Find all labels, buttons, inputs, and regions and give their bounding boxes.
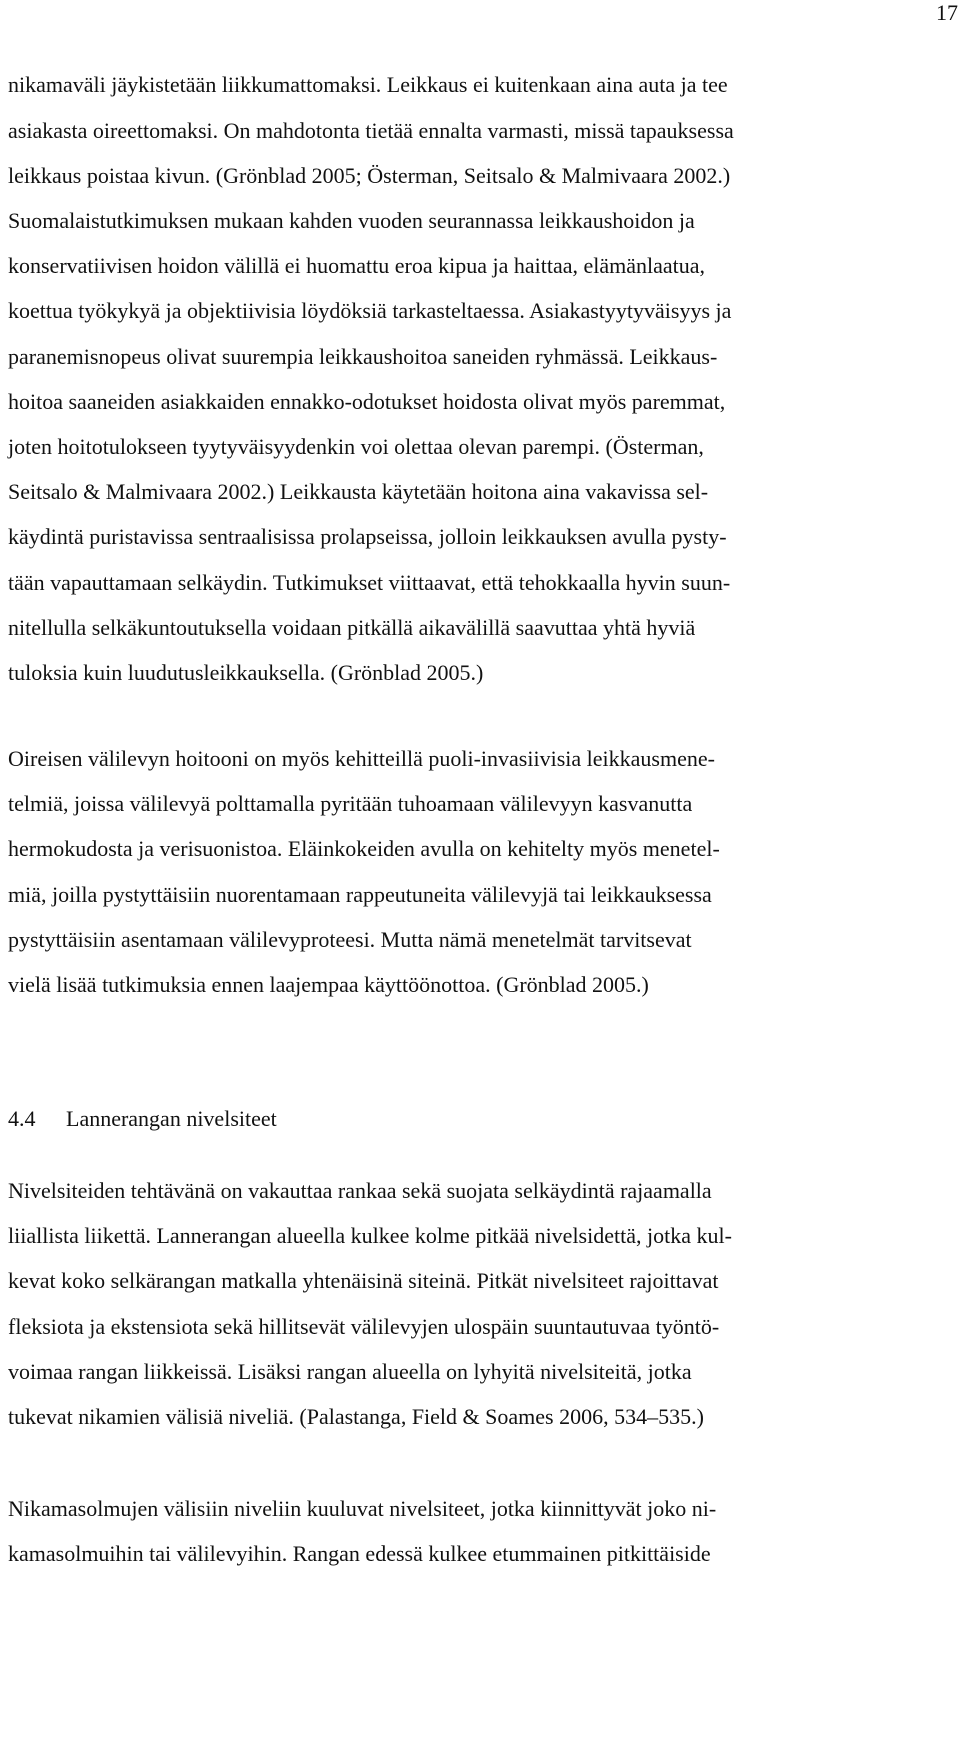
text-line: liiallista liikettä. Lannerangan alueella kulkee kolme pitkää nivelsidettä, jotka kul- xyxy=(8,1223,732,1248)
text-line: käydintä puristavissa sentraalisissa prolapseissa, jolloin leikkauksen avulla pysty- xyxy=(8,524,727,549)
section-number: 4.4 xyxy=(8,1106,36,1131)
page-number: 17 xyxy=(936,0,958,25)
text-line: nitellulla selkäkuntoutuksella voidaan pitkällä aikavälillä saavuttaa yhtä hyviä xyxy=(8,615,696,640)
text-line: leikkaus poistaa kivun. (Grönblad 2005; Österman, Seitsalo & Malmivaara 2002.) xyxy=(8,163,731,188)
text-line: fleksiota ja ekstensiota sekä hillitsevät välilevyjen ulospäin suuntautuvaa työntö- xyxy=(8,1314,720,1339)
text-line: voimaa rangan liikkeissä. Lisäksi rangan alueella on lyhyitä nivelsiteitä, jotka xyxy=(8,1359,692,1384)
text-line: koettua työkykyä ja objektiivisia löydöksiä tarkasteltaessa. Asiakastyytyväisyys ja xyxy=(8,298,732,323)
text-line: Suomalaistutkimuksen mukaan kahden vuoden seurannassa leikkaushoidon ja xyxy=(8,208,695,233)
text-line: tukevat nikamien välisiä niveliä. (Palastanga, Field & Soames 2006, 534–535.) xyxy=(8,1404,704,1429)
text-line: paranemisnopeus olivat suurempia leikkaushoitoa saneiden ryhmässä. Leikkaus- xyxy=(8,344,718,369)
text-line: telmiä, joissa välilevyä polttamalla pyritään tuhoamaan välilevyyn kasvanutta xyxy=(8,791,693,816)
text-line: Oireisen välilevyn hoitooni on myös kehitteillä puoli-invasiivisia leikkausmene- xyxy=(8,746,715,771)
text-line: kevat koko selkärangan matkalla yhtenäisinä siteinä. Pitkät nivelsiteet rajoittavat xyxy=(8,1268,719,1293)
text-line: konservatiivisen hoidon välillä ei huomattu eroa kipua ja haittaa, elämänlaatua, xyxy=(8,253,706,278)
text-line: pystyttäisiin asentamaan välilevyproteesi. Mutta nämä menetelmät tarvitsevat xyxy=(8,927,692,952)
text-line: tuloksia kuin luudutusleikkauksella. (Grönblad 2005.) xyxy=(8,660,484,685)
text-line: vielä lisää tutkimuksia ennen laajempaa käyttöönottoa. (Grönblad 2005.) xyxy=(8,972,649,997)
text-line: nikamaväli jäykistetään liikkumattomaksi. Leikkaus ei kuitenkaan aina auta ja tee xyxy=(8,72,728,97)
text-line: joten hoitotulokseen tyytyväisyydenkin voi olettaa olevan parempi. (Österman, xyxy=(8,434,704,459)
section-heading xyxy=(8,1106,277,1132)
text-line: miä, joilla pystyttäisiin nuorentamaan rappeutuneita välilevyjä tai leikkauksessa xyxy=(8,882,712,907)
text-line: hermokudosta ja verisuonistoa. Eläinkokeiden avulla on kehitelty myös menetel- xyxy=(8,836,720,861)
text-line: kamasolmuihin tai välilevyihin. Rangan edessä kulkee etummainen pitkittäiside xyxy=(8,1541,711,1566)
section-title: Lannerangan nivelsiteet xyxy=(66,1106,277,1131)
text-line: hoitoa saaneiden asiakkaiden ennakko-odotukset hoidosta olivat myös paremmat, xyxy=(8,389,726,414)
text-line: tään vapauttamaan selkäydin. Tutkimukset viittaavat, että tehokkaalla hyvin suun- xyxy=(8,570,731,595)
text-line: asiakasta oireettomaksi. On mahdotonta tietää ennalta varmasti, missä tapauksessa xyxy=(8,118,734,143)
text-line: Nivelsiteiden tehtävänä on vakauttaa rankaa sekä suojata selkäydintä rajaamalla xyxy=(8,1178,712,1203)
text-line: Seitsalo & Malmivaara 2002.) Leikkausta käytetään hoitona aina vakavissa sel- xyxy=(8,479,709,504)
text-line: Nikamasolmujen välisiin niveliin kuuluvat nivelsiteet, jotka kiinnittyvät joko ni- xyxy=(8,1496,717,1521)
